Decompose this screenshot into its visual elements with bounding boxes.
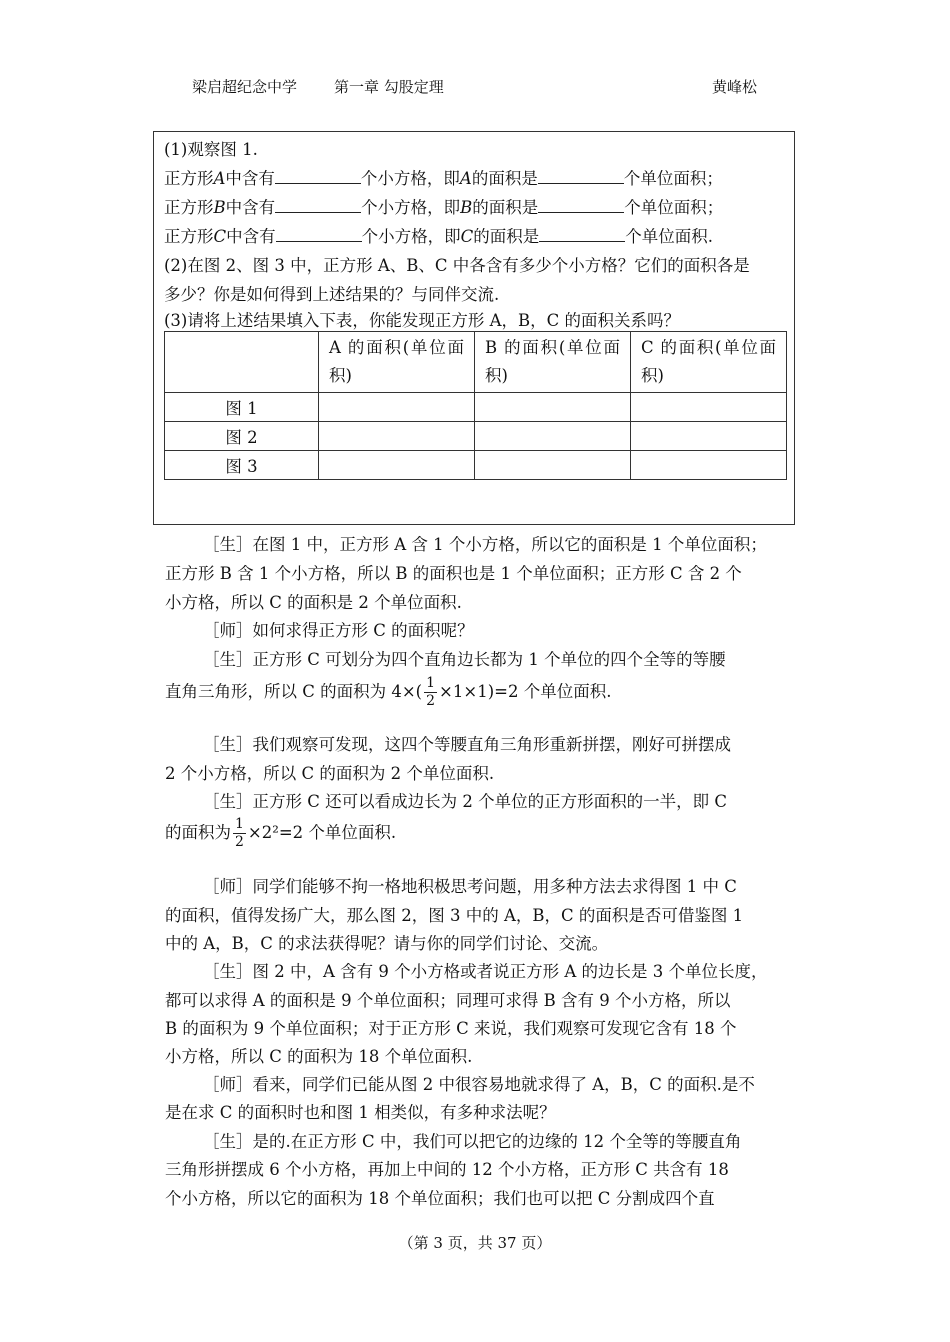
count-text: 个小方格，即 [360, 169, 460, 188]
p3-line2 [165, 675, 611, 710]
p8-line2: 是在求 C 的面积时也和图 1 相类似，有多种求法呢？ [165, 1103, 556, 1122]
answer-blank[interactable] [275, 198, 361, 213]
q3-text: (3)请将上述结果填入下表，你能发现正方形 A，B，C 的面积关系吗？ [164, 311, 681, 330]
q1-line-c [164, 223, 713, 247]
shape-label: B [460, 198, 473, 217]
area-text: 的面积是 [473, 227, 540, 246]
answer-blank[interactable] [275, 169, 361, 184]
shape-label: C [213, 227, 227, 246]
table-row [165, 451, 787, 480]
table-row [165, 393, 787, 422]
prefix: 正方形 [164, 198, 214, 217]
shape-label: C [460, 227, 474, 246]
p7-line4: 小方格，所以 C 的面积为 18 个单位面积. [165, 1047, 473, 1066]
area-text: 的面积是 [471, 169, 538, 188]
q1-line-a [164, 165, 723, 189]
table-cell[interactable] [475, 422, 631, 451]
table-header-c: C 的面积(单位面积) [631, 332, 787, 393]
header-author: 黄峰松 [712, 78, 758, 96]
unit-text: 个单位面积； [623, 169, 723, 188]
p7-line2: 都可以求得 A 的面积是 9 个单位面积；同理可求得 B 含有 9 个小方格，所以 [165, 991, 731, 1010]
q1-line-b [164, 194, 723, 218]
table-cell[interactable] [319, 393, 475, 422]
header-chapter: 第一章 勾股定理 [334, 78, 444, 96]
row-label: 图 2 [165, 422, 319, 451]
unit-text: 个单位面积； [624, 198, 724, 217]
shape-label: A [459, 169, 472, 188]
prefix: 正方形 [164, 169, 214, 188]
table-cell[interactable] [319, 451, 475, 480]
p8-line1: ［师］看来，同学们已能从图 2 中很容易地就求得了 A，B，C 的面积.是不 [203, 1075, 755, 1094]
page-footer: （第 3 页，共 37 页） [398, 1234, 552, 1252]
fraction [233, 816, 246, 851]
fraction-denominator: 2 [235, 834, 244, 850]
p5-line1: ［生］正方形 C 还可以看成边长为 2 个单位的正方形面积的一半，即 C [203, 792, 727, 811]
fraction-denominator: 2 [426, 693, 436, 709]
p2: ［师］如何求得正方形 C 的面积呢？ [203, 621, 474, 640]
text: 直角三角形，所以 C 的面积为 4×( [165, 682, 423, 701]
p7-line3: B 的面积为 9 个单位面积；对于正方形 C 来说，我们观察可发现它含有 18 个 [165, 1019, 737, 1038]
row-label: 图 1 [165, 393, 319, 422]
table-header-row [165, 332, 787, 393]
p1-line2: 正方形 B 含 1 个小方格，所以 B 的面积也是 1 个单位面积；正方形 C 含 2 个 [165, 564, 742, 583]
header-school: 梁启超纪念中学 [192, 78, 298, 96]
answer-blank[interactable] [276, 227, 362, 242]
area-text: 的面积是 [472, 198, 539, 217]
q1-title: (1)观察图 1. [164, 140, 258, 159]
fraction [424, 675, 437, 710]
p1-line3: 小方格，所以 C 的面积是 2 个单位面积. [165, 593, 462, 612]
shape-label: A [213, 169, 226, 188]
answer-blank[interactable] [539, 227, 625, 242]
answer-blank[interactable] [538, 169, 624, 184]
contains-text: 中含有 [226, 227, 276, 246]
contains-text: 中含有 [225, 169, 275, 188]
shape-label: B [213, 198, 226, 217]
answer-blank[interactable] [538, 198, 624, 213]
p6-line2: 的面积，值得发扬广大，那么图 2，图 3 中的 A，B，C 的面积是否可借鉴图 1 [165, 906, 744, 925]
p5-line2 [165, 816, 396, 851]
table-cell[interactable] [475, 451, 631, 480]
q2-line1: (2)在图 2、图 3 中，正方形 A、B、C 中各含有多少个小方格？它们的面积各是 [164, 256, 750, 275]
p3-line1: ［生］正方形 C 可划分为四个直角边长都为 1 个单位的四个全等的等腰 [203, 650, 726, 669]
table-row [165, 422, 787, 451]
table-header-a: A 的面积(单位面积) [319, 332, 475, 393]
p1-line1: ［生］在图 1 中，正方形 A 含 1 个小方格，所以它的面积是 1 个单位面积； [203, 535, 767, 554]
p6-line1: ［师］同学们能够不拘一格地积极思考问题，用多种方法去求得图 1 中 C [203, 877, 737, 896]
table-cell[interactable] [631, 451, 787, 480]
text: ×2²=2 个单位面积. [247, 823, 397, 842]
count-text: 个小方格，即 [361, 227, 461, 246]
p4-line1: ［生］我们观察可发现，这四个等腰直角三角形重新拼摆，刚好可拼摆成 [203, 735, 731, 754]
row-label: 图 3 [165, 451, 319, 480]
fraction-numerator: 1 [426, 675, 436, 691]
p9-line2: 三角形拼摆成 6 个小方格，再加上中间的 12 个小方格，正方形 C 共含有 18 [165, 1160, 729, 1179]
count-text: 个小方格，即 [361, 198, 461, 217]
table-header-b: B 的面积(单位面积) [475, 332, 631, 393]
text: 的面积为 [165, 823, 231, 842]
p9-line3: 个小方格，所以它的面积为 18 个单位面积；我们也可以把 C 分割成四个直 [165, 1189, 715, 1208]
table-cell[interactable] [631, 393, 787, 422]
p6-line3: 中的 A，B，C 的求法获得呢？请与你的同学们讨论、交流。 [165, 934, 609, 953]
p9-line1: ［生］是的.在正方形 C 中，我们可以把它的边缘的 12 个全等的等腰直角 [203, 1132, 742, 1151]
area-table [164, 331, 787, 480]
p4-line2: 2 个小方格，所以 C 的面积为 2 个单位面积. [165, 764, 495, 783]
contains-text: 中含有 [225, 198, 276, 217]
table-corner-cell [165, 332, 319, 393]
text: ×1×1)=2 个单位面积. [439, 682, 612, 701]
unit-text: 个单位面积. [625, 227, 713, 246]
table-cell[interactable] [631, 422, 787, 451]
prefix: 正方形 [164, 227, 214, 246]
table-cell[interactable] [319, 422, 475, 451]
table-cell[interactable] [475, 393, 631, 422]
q2-line2: 多少？你是如何得到上述结果的？与同伴交流. [164, 285, 500, 304]
exercise-box [153, 131, 795, 525]
fraction-numerator: 1 [235, 816, 244, 832]
p7-line1: ［生］图 2 中，A 含有 9 个小方格或者说正方形 A 的边长是 3 个单位长度， [203, 962, 768, 981]
